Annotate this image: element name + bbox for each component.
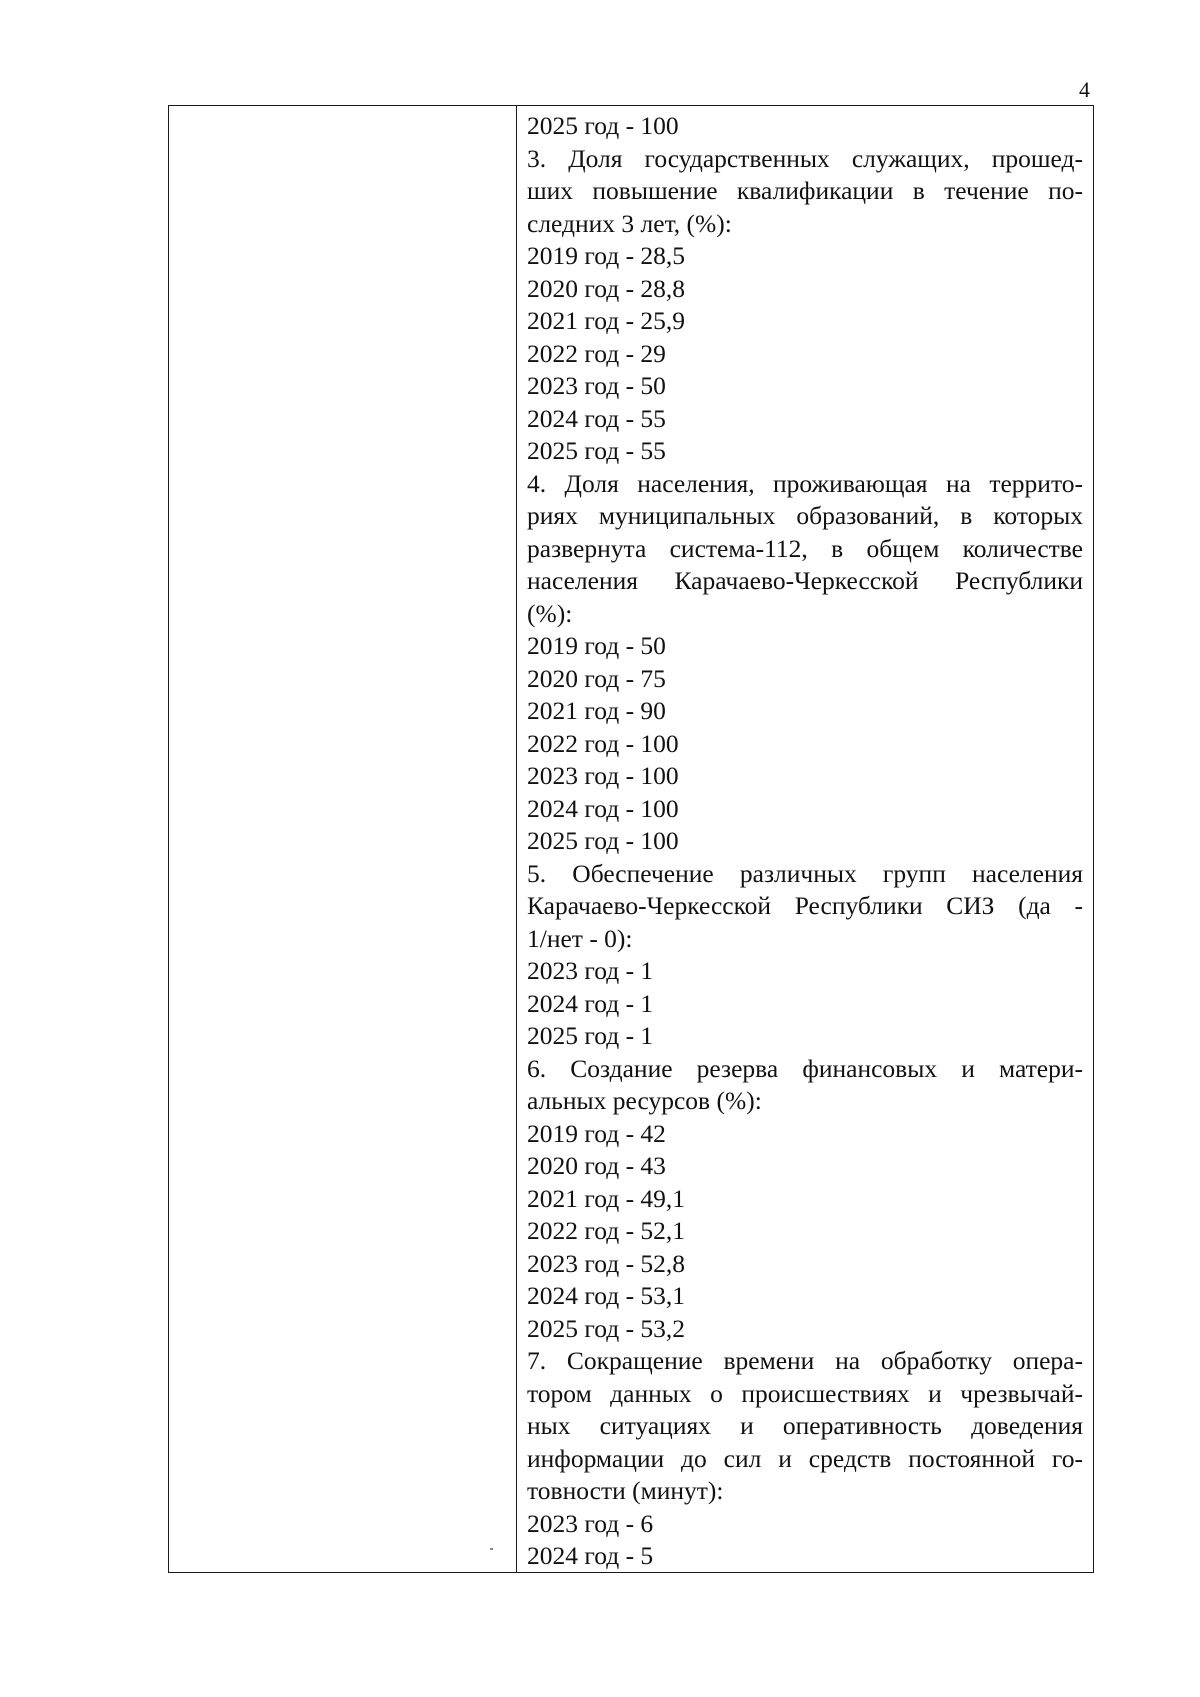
- text-line: 4. Доля населения, проживающая на террито-: [527, 468, 1083, 498]
- text-line: 2023 год - 6: [527, 1508, 654, 1538]
- text-line: 2024 год - 53,1: [527, 1281, 686, 1310]
- text-line: 2021 год - 90: [527, 696, 666, 725]
- text-line: риях муниципальных образований, в которых: [527, 501, 1083, 530]
- text-line: 3. Доля государственных служащих, прошед-: [527, 143, 1083, 173]
- text-line: 2024 год - 5: [527, 1541, 654, 1570]
- table-left-cell: [169, 106, 517, 1572]
- text-line: товности (минут):: [527, 1476, 724, 1505]
- text-line: 2020 год - 28,8: [527, 273, 686, 303]
- text-line: развернута система-112, в общем количестве: [527, 533, 1083, 563]
- text-line: 2023 год - 1: [527, 956, 654, 985]
- scan-speck: [490, 1548, 493, 1550]
- text-line: ных ситуациях и оперативность доведения: [527, 1411, 1083, 1440]
- text-line: ших повышение квалификации в течение по-: [527, 176, 1083, 205]
- text-line: 2021 год - 49,1: [527, 1183, 686, 1213]
- text-line: 6. Создание резерва финансовых и матери-: [527, 1053, 1083, 1083]
- text-line: информации до сил и средств постоянной го-: [527, 1443, 1083, 1473]
- text-line: 2020 год - 43: [527, 1151, 666, 1180]
- text-line: 2019 год - 42: [527, 1118, 666, 1148]
- text-line: 2022 год - 52,1: [527, 1216, 686, 1245]
- text-line: 2019 год - 50: [527, 631, 666, 660]
- text-line: тором данных о происшествиях и чрезвычай-: [527, 1378, 1083, 1408]
- table-right-cell: [517, 106, 1093, 1572]
- text-line: 2023 год - 100: [527, 761, 679, 790]
- text-line: 2024 год - 1: [527, 988, 654, 1018]
- text-line: 7. Сокращение времени на обработку опера-: [527, 1346, 1083, 1375]
- text-line: 5. Обеспечение различных групп населения: [527, 858, 1083, 888]
- text-line: (%):: [527, 598, 573, 628]
- text-line: 2025 год - 53,2: [527, 1313, 686, 1343]
- text-line: 2020 год - 75: [527, 663, 666, 693]
- text-line: Карачаево-Черкесской Республики СИЗ (да -: [527, 891, 1083, 920]
- text-line: 2025 год - 1: [527, 1021, 654, 1050]
- text-line: 1/нет - 0):: [527, 923, 633, 953]
- page-number: 4: [1079, 77, 1090, 102]
- text-line: 2025 год - 100: [527, 826, 679, 855]
- text-line: населения Карачаево-Черкесской Республики: [527, 566, 1083, 595]
- text-line: 2022 год - 100: [527, 728, 679, 758]
- text-line: 2023 год - 52,8: [527, 1248, 686, 1278]
- text-line: альных ресурсов (%):: [527, 1086, 762, 1115]
- text-line: 2024 год - 55: [527, 403, 666, 433]
- text-line: 2025 год - 55: [527, 436, 666, 465]
- text-line: 2023 год - 50: [527, 371, 666, 400]
- text-line: 2024 год - 100: [527, 793, 679, 823]
- document-table: [168, 105, 1094, 1573]
- text-line: 2022 год - 29: [527, 338, 666, 368]
- text-line: 2021 год - 25,9: [527, 306, 686, 335]
- text-line: 2025 год - 100: [527, 111, 679, 140]
- text-line: следних 3 лет, (%):: [527, 208, 732, 238]
- text-line: 2019 год - 28,5: [527, 241, 686, 270]
